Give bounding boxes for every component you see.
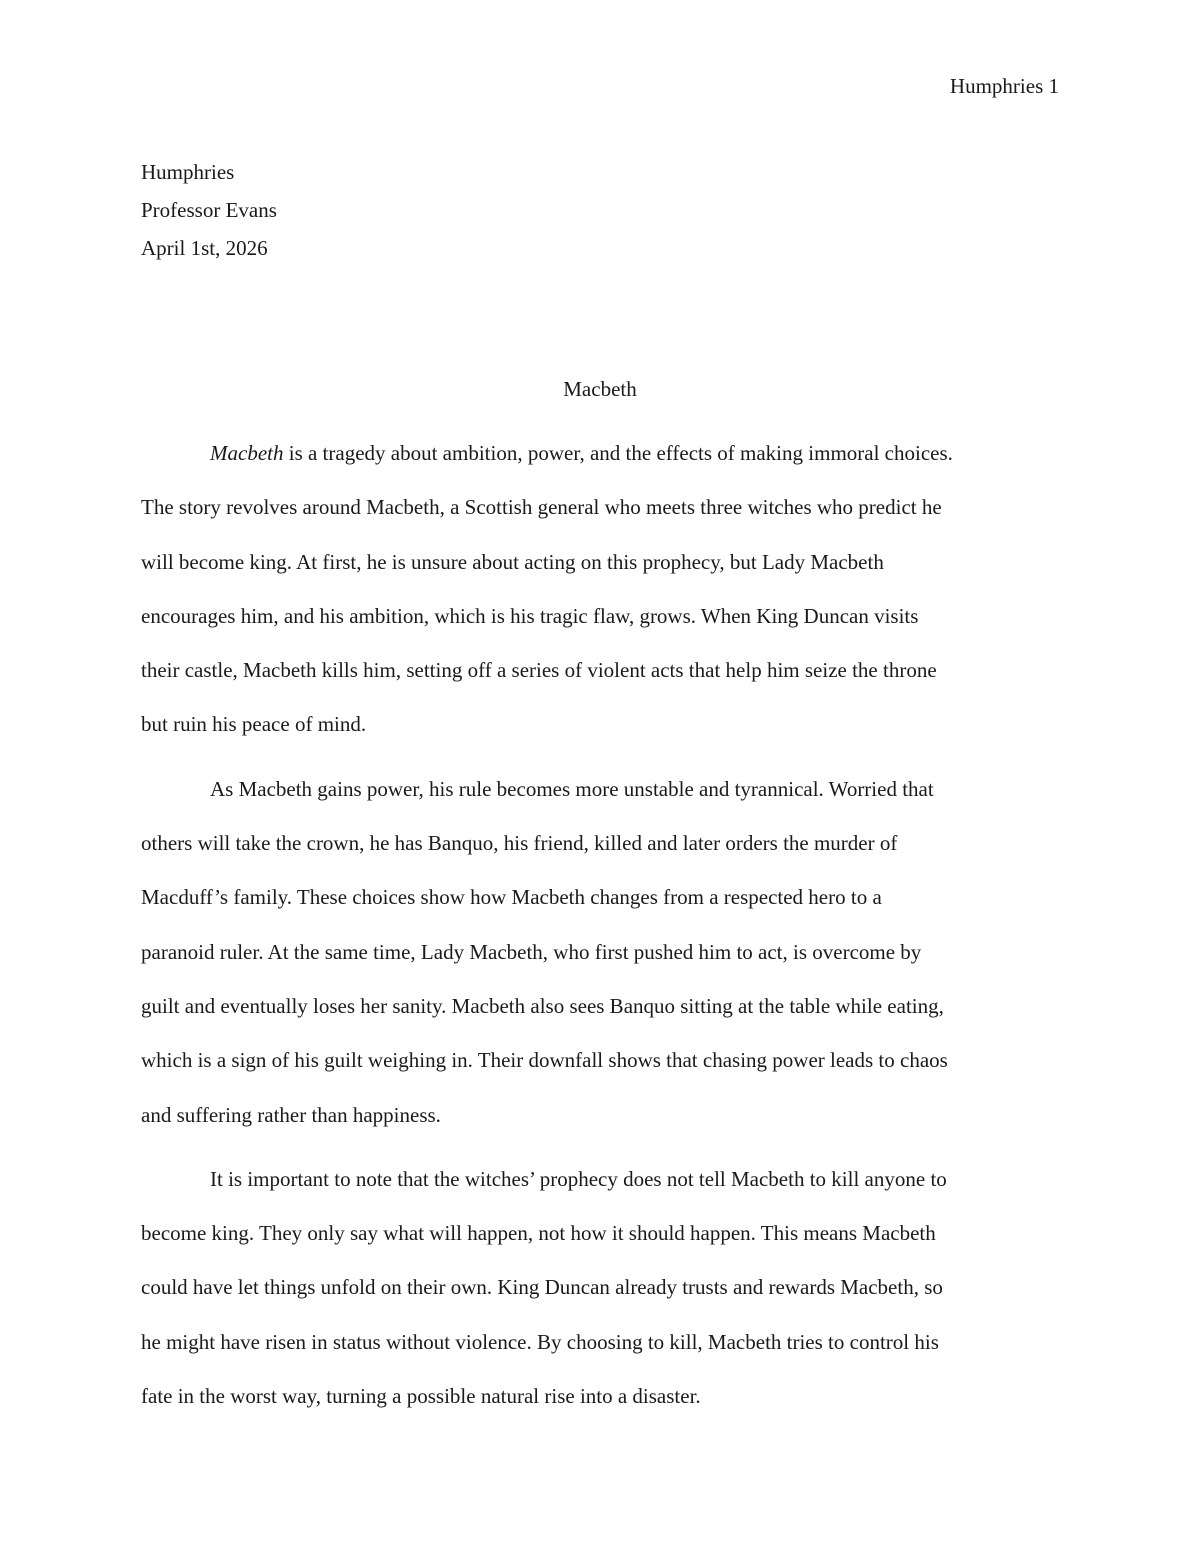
line-text: but ruin his peace of mind. <box>141 712 367 737</box>
line-text: could have let things unfold on their own. King Duncan already trusts and rewards Macbeth, so <box>141 1275 943 1300</box>
line-text: become king. They only say what will happen, not how it should happen. This means Macbeth <box>141 1221 936 1246</box>
heading-date: April 1st, 2026 <box>141 236 268 260</box>
paragraph-line <box>141 1152 1059 1206</box>
line-text: Macduff’s family. These choices show how Macbeth changes from a respected hero to a <box>141 885 882 910</box>
paragraph-line <box>141 589 1059 643</box>
line-text: will become king. At first, he is unsure about acting on this prophecy, but Lady Macbeth <box>141 549 884 574</box>
paragraph-line <box>141 643 1059 697</box>
line-text: he might have risen in status without violence. By choosing to kill, Macbeth tries to control his <box>141 1329 939 1354</box>
paragraph-line <box>141 762 1059 816</box>
line-text: and suffering rather than happiness. <box>141 1102 441 1127</box>
paragraph-line <box>141 1369 1059 1423</box>
essay-title: Macbeth <box>563 377 637 401</box>
paragraph-line <box>141 816 1059 870</box>
line-text: is a tragedy about ambition, power, and the effects of making immoral choices. <box>283 441 953 465</box>
paragraph-line <box>141 1088 1059 1142</box>
body-paragraph <box>141 426 1059 752</box>
paragraph-line <box>141 1260 1059 1314</box>
paragraph-line <box>141 697 1059 751</box>
running-head-page-number: Humphries 1 <box>949 74 1059 98</box>
essay-body <box>141 426 1059 1433</box>
paragraph-line <box>141 870 1059 924</box>
paragraph-line <box>141 480 1059 534</box>
line-text: guilt and eventually loses her sanity. Macbeth also sees Banquo sitting at the table while eating, <box>141 993 944 1018</box>
line-text: paranoid ruler. At the same time, Lady Macbeth, who first pushed him to act, is overcome by <box>141 939 922 964</box>
body-paragraph <box>141 1152 1059 1423</box>
italic-title-reference: Macbeth <box>210 441 284 465</box>
paragraph-line <box>141 1206 1059 1260</box>
paragraph-line <box>141 925 1059 979</box>
line-text: As Macbeth gains power, his rule becomes more unstable and tyrannical. Worried that <box>210 776 934 801</box>
paragraph-line <box>141 535 1059 589</box>
paragraph-line <box>141 1315 1059 1369</box>
mla-heading <box>141 153 1059 267</box>
line-text: The story revolves around Macbeth, a Scottish general who meets three witches who predict he <box>141 495 942 520</box>
line-text: It is important to note that the witches’ prophecy does not tell Macbeth to kill anyone to <box>210 1166 947 1191</box>
line-text: their castle, Macbeth kills him, setting off a series of violent acts that help him seize the throne <box>141 658 937 683</box>
paragraph-line <box>141 426 1059 480</box>
line-text: encourages him, and his ambition, which is his tragic flaw, grows. When King Duncan visits <box>141 603 919 628</box>
heading-author: Humphries <box>141 160 235 184</box>
line-text: which is a sign of his guilt weighing in. Their downfall shows that chasing power leads to chaos <box>141 1048 948 1073</box>
line-text: fate in the worst way, turning a possible natural rise into a disaster. <box>141 1384 701 1409</box>
paragraph-line <box>141 1033 1059 1087</box>
line-text: others will take the crown, he has Banquo, his friend, killed and later orders the murder of <box>141 831 898 856</box>
heading-instructor: Professor Evans <box>141 198 277 222</box>
paragraph-line <box>141 979 1059 1033</box>
body-paragraph <box>141 762 1059 1142</box>
